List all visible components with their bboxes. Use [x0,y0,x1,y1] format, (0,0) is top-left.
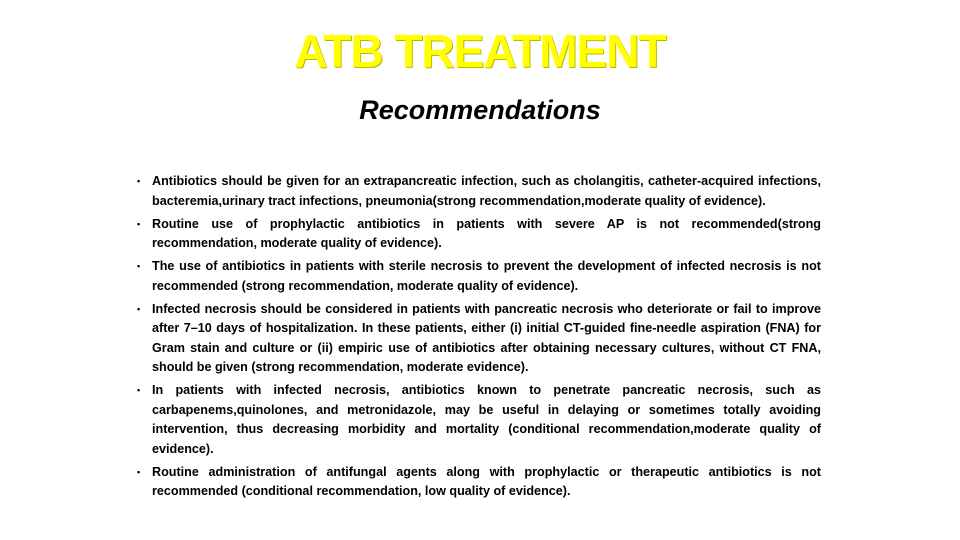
bullet-text: Infected necrosis should be considered in patients with pancreatic necrosis who deteriorate or fail to improve after 7–10 days of hospitalization. In these patients, either (i) initial CT-guided fine-needle aspiration (FNA) for Gram stain and culture or (ii) empiric use of antibiotics after obtaining necessary cultures, without CT FNA, should be given (strong recommendation, moderate evidence). [152,301,821,374]
bullet-text: Antibiotics should be given for an extrapancreatic infection, such as cholangitis, catheter-acquired infections, bacteremia,urinary tract infections, pneumonia(strong recommendation,moderate quality of evidence). [152,174,821,208]
bullet-list [137,172,821,505]
bullet-text: Routine use of prophylactic antibiotics in patients with severe AP is not recommended(strong recommendation, moderate quality of evidence). [152,216,821,250]
bullet-item [137,300,821,378]
bullet-icon: • [137,385,141,395]
bullet-item [137,215,821,254]
bullet-icon: • [137,218,141,229]
bullet-icon: • [137,176,141,186]
bullet-item [137,257,821,296]
bullet-icon: • [137,466,141,477]
bullet-item [137,381,821,459]
slide-subtitle: Recommendations [359,95,601,125]
bullet-icon: • [137,261,141,271]
bullet-item [137,463,821,502]
bullet-icon: • [137,303,141,314]
slide-title: ATB TREATMENT [294,25,666,77]
bullet-item [137,172,821,211]
bullet-text: Routine administration of antifungal agents along with prophylactic or therapeutic antibiotics is not recommended (conditional recommendation, low quality of evidence). [152,464,821,498]
bullet-text: In patients with infected necrosis, antibiotics known to penetrate pancreatic necrosis, such as carbapenems,quinolones, and metronidazole, may be useful in delaying or sometimes totally avoiding intervention, thus decreasing morbidity and mortality (conditional recommendation,moderate quality of evidence). [152,383,821,456]
bullet-text: The use of antibiotics in patients with sterile necrosis to prevent the development of infected necrosis is not recommended (strong recommendation, moderate quality of evidence). [152,259,821,293]
